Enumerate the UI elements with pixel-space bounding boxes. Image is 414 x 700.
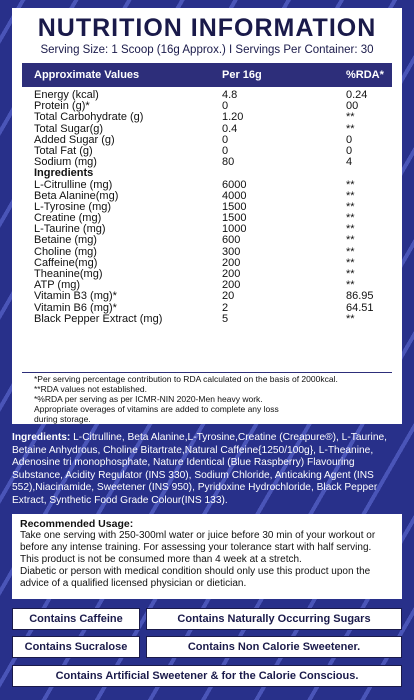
footnote-line: **RDA values not established. xyxy=(34,384,147,394)
table-header xyxy=(22,63,392,87)
nutrient-name: Protein (g)* xyxy=(34,100,90,113)
nutrient-name: Total Sugar(g) xyxy=(34,122,104,135)
table-row xyxy=(34,168,394,179)
per-serving-value: 4000 xyxy=(222,189,247,202)
per-serving-value: 4.8 xyxy=(222,89,238,101)
rda-value: ** xyxy=(346,245,355,258)
rda-value: ** xyxy=(346,122,355,135)
recommended-usage-panel xyxy=(12,514,402,599)
per-serving-value: 6000 xyxy=(222,178,247,191)
table-row xyxy=(34,235,394,246)
serving-info: Serving Size: 1 Scoop (16g Approx.) I Servings Per Container: 30 xyxy=(40,44,374,56)
rda-value: ** xyxy=(346,312,355,325)
table-row xyxy=(34,180,394,191)
per-serving-value: 1500 xyxy=(222,200,247,213)
footnote-line: Appropriate overages of vitamins are added to complete any loss xyxy=(34,404,279,414)
rda-value: ** xyxy=(346,223,355,236)
table-row xyxy=(34,269,394,280)
nutrient-name: L-Tyrosine (mg) xyxy=(34,200,112,213)
rda-value: ** xyxy=(346,178,355,191)
rda-value: ** xyxy=(346,256,355,269)
divider xyxy=(22,372,392,373)
rda-value: 4 xyxy=(346,156,353,169)
rda-value: 0 xyxy=(346,144,353,157)
rda-value: ** xyxy=(346,111,355,124)
footnotes xyxy=(34,374,394,424)
footnote-line: *Per serving percentage contribution to RDA calculated on the basis of 2000kcal. xyxy=(34,374,338,384)
nutrient-name: Caffeine(mg) xyxy=(34,256,98,269)
tag-artificial-sweetener: Contains Artificial Sweetener & for the Calorie Conscious. xyxy=(12,665,402,687)
nutrient-name: Beta Alanine(mg) xyxy=(34,189,119,202)
usage-line: Take one serving with 250-300ml water or juice before 30 min of your workout or xyxy=(20,530,376,541)
nutrient-name: Choline (mg) xyxy=(34,245,97,258)
nutrient-name: Total Carbohydrate (g) xyxy=(34,111,144,124)
nutrient-name: Theanine(mg) xyxy=(34,268,103,280)
per-serving-value: 1.20 xyxy=(222,111,244,124)
tag-non-calorie-sweetener: Contains Non Calorie Sweetener. xyxy=(146,636,402,658)
footnote-line: during storage. xyxy=(34,414,91,424)
page-title: NUTRITION INFORMATION xyxy=(37,14,377,42)
nutrient-name: Black Pepper Extract (mg) xyxy=(34,312,163,325)
per-serving-value: 1000 xyxy=(222,223,247,236)
per-serving-value: 5 xyxy=(222,312,229,325)
tag-contains-caffeine: Contains Caffeine xyxy=(12,608,140,630)
tag-naturally-occurring-sugars: Contains Naturally Occurring Sugars xyxy=(146,608,402,630)
nutrient-name: ATP (mg) xyxy=(34,279,81,292)
usage-line: before any intense training. For assessing your tolerance start with half serving. xyxy=(20,542,372,553)
per-serving-value: 0 xyxy=(222,133,229,146)
header-approximate-values: Approximate Values xyxy=(34,69,140,81)
usage-line: Diabetic or person with medical condition should only use this product upon the xyxy=(20,566,371,577)
rda-value: 0.24 xyxy=(346,89,368,101)
rda-value: ** xyxy=(346,279,355,292)
per-serving-value: 600 xyxy=(222,234,241,247)
table-row xyxy=(34,112,394,123)
nutrient-name: Ingredients xyxy=(34,167,94,180)
rda-value: 64.51 xyxy=(346,301,374,314)
nutrient-name: Vitamin B3 (mg)* xyxy=(34,290,117,303)
header-rda: %RDA* xyxy=(346,69,384,81)
per-serving-value: 0.4 xyxy=(222,122,238,135)
nutrient-name: Creatine (mg) xyxy=(34,212,102,225)
nutrient-name: Sodium (mg) xyxy=(34,156,97,169)
table-row xyxy=(34,291,394,302)
per-serving-value: 300 xyxy=(222,245,241,258)
rda-value: ** xyxy=(346,212,355,225)
nutrition-table-body xyxy=(34,90,394,325)
rda-value: 86.95 xyxy=(346,290,374,303)
rda-value: ** xyxy=(346,200,355,213)
table-row xyxy=(34,314,394,325)
usage-line: This product is not be consumed more than 4 week at a stretch. xyxy=(20,554,302,565)
nutrient-name: Betaine (mg) xyxy=(34,234,97,247)
usage-title: Recommended Usage: xyxy=(20,518,134,530)
per-serving-value: 0 xyxy=(222,100,229,113)
per-serving-value: 200 xyxy=(222,279,241,292)
rda-value: 0 xyxy=(346,133,353,146)
nutrient-name: Total Fat (g) xyxy=(34,144,93,157)
per-serving-value: 200 xyxy=(222,256,241,269)
nutrient-name: L-Citrulline (mg) xyxy=(34,178,113,191)
usage-line: advice of a qualified licensed physician or dietician. xyxy=(20,578,247,589)
nutrient-name: Energy (kcal) xyxy=(34,89,99,101)
usage-text xyxy=(20,530,398,590)
rda-value: ** xyxy=(346,268,355,280)
nutrition-panel xyxy=(12,8,402,424)
per-serving-value: 200 xyxy=(222,268,241,280)
per-serving-value: 2 xyxy=(222,301,229,314)
ingredients-label: Ingredients: xyxy=(12,432,71,443)
header-per-16g: Per 16g xyxy=(222,69,262,81)
ingredients-section xyxy=(12,432,402,507)
rda-value: ** xyxy=(346,189,355,202)
footnote-line: *%RDA per serving as per ICMR-NIN 2020-Men heavy work. xyxy=(34,394,263,404)
ingredients-text: L-Citrulline, Beta Alanine,L-Tyrosine,Creatine (Creapure®), L-Taurine, Betaine Anhydrous, Choline Bitartrate,Natural Caffeine{1250/100g}, L-Theanine, Adenosine tri monophosphate, Nature Identical (Blue Raspberry) Flavouring Substance, Acidity Regulator (INS 330), Sodium Chloride, Anticaking Agent (INS 552),Niacinamide, Sweetener (INS 950), Pyridoxine Hydrochloride, Black Pepper Extract, Synthetic Food Grade Colour(INS 133). xyxy=(12,432,387,506)
per-serving-value: 1500 xyxy=(222,212,247,225)
per-serving-value: 20 xyxy=(222,290,235,303)
per-serving-value: 80 xyxy=(222,156,235,169)
tag-contains-sucralose: Contains Sucralose xyxy=(12,636,140,658)
nutrient-name: Vitamin B6 (mg)* xyxy=(34,301,117,314)
nutrient-name: L-Taurine (mg) xyxy=(34,223,106,236)
rda-value: 00 xyxy=(346,100,359,113)
rda-value: ** xyxy=(346,234,355,247)
nutrient-name: Added Sugar (g) xyxy=(34,133,115,146)
per-serving-value: 0 xyxy=(222,144,229,157)
